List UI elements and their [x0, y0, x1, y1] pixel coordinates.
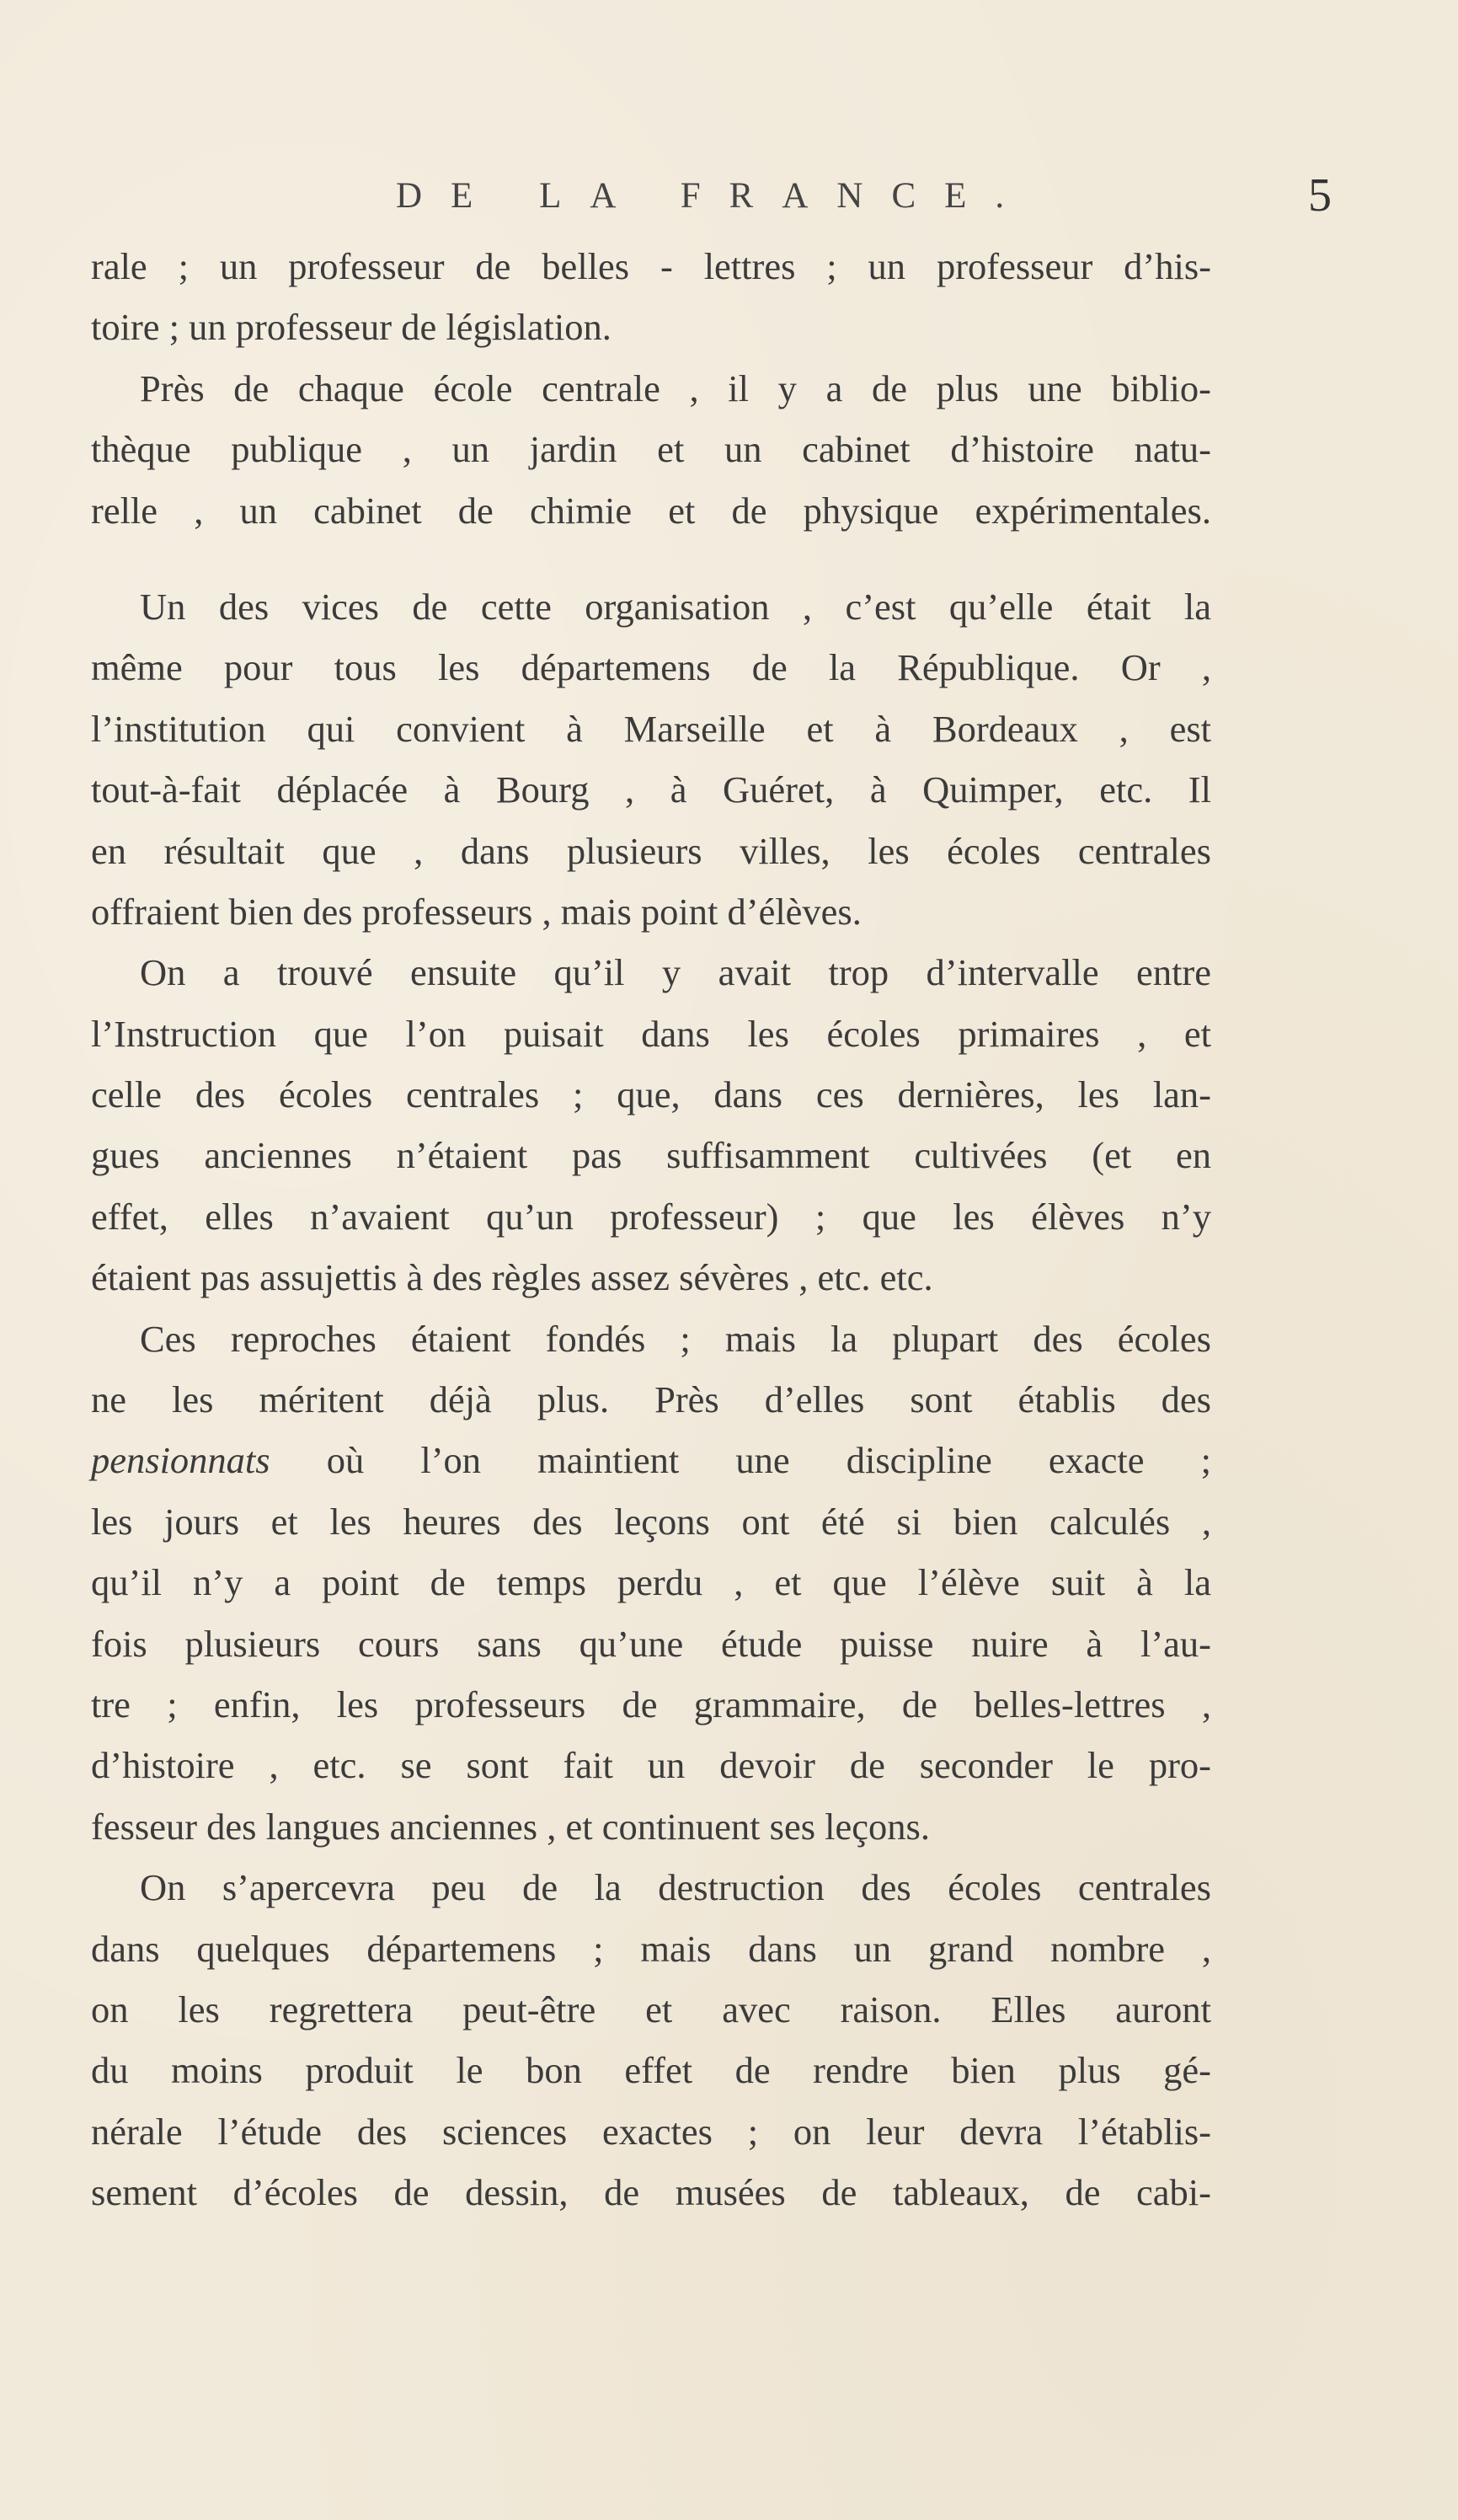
page-number: 5: [1308, 169, 1332, 222]
text-line: l’institution qui convient à Marseille et à Bordeaux , est: [91, 707, 1211, 750]
paragraph: [91, 358, 1211, 541]
body-text: [91, 236, 1211, 2223]
paragraph: [91, 576, 1211, 942]
text-line: nérale l’étude des sciences exactes ; on leur devra l’établis-: [91, 2110, 1211, 2153]
text-line: effet, elles n’avaient qu’un professeur) ; que les élèves n’y: [91, 1195, 1211, 1238]
text-after-italic: où l’on maintient une discipline exacte ;: [270, 1439, 1211, 1482]
page-header: [396, 169, 1332, 243]
text-line: du moins produit le bon effet de rendre bien plus gé-: [91, 2049, 1211, 2092]
text-line: fesseur des langues anciennes , et continuent ses leçons.: [91, 1805, 930, 1848]
text-line: Un des vices de cette organisation , c’est qu’elle était la: [140, 585, 1211, 628]
text-line-with-italic: [91, 1430, 1211, 1490]
text-line: on les regrettera peut-être et avec raison. Elles auront: [91, 1988, 1211, 2030]
text-line: Près de chaque école centrale , il y a de plus une biblio-: [140, 366, 1211, 409]
text-line: l’Instruction que l’on puisait dans les écoles primaires , et: [91, 1012, 1211, 1055]
text-line: relle , un cabinet de chimie et de physique expérimentales.: [91, 489, 1211, 532]
text-line: On a trouvé ensuite qu’il y avait trop d’intervalle entre: [140, 951, 1211, 994]
text-line: toire ; un professeur de législation.: [91, 306, 612, 349]
text-line: qu’il n’y a point de temps perdu , et que l’élève suit à la: [91, 1561, 1211, 1604]
paragraph-gap: [91, 541, 1211, 576]
text-line: dans quelques départemens ; mais dans un grand nombre ,: [91, 1927, 1211, 1970]
text-line: rale ; un professeur de belles - lettres ; un professeur d’his-: [91, 245, 1211, 287]
text-line: d’histoire , etc. se sont fait un devoir de seconder le pro-: [91, 1744, 1211, 1787]
text-line: en résultait que , dans plusieurs villes, les écoles centrales: [91, 829, 1211, 872]
paragraph: [91, 942, 1211, 1308]
text-line: étaient pas assujettis à des règles assez sévères , etc. etc.: [91, 1256, 933, 1299]
text-line: offraient bien des professeurs , mais point d’élèves.: [91, 890, 862, 933]
paragraph: [91, 1857, 1211, 2223]
paragraph: [91, 236, 1211, 358]
text-line: tre ; enfin, les professeurs de grammaire, de belles-lettres ,: [91, 1683, 1211, 1725]
italic-word: pensionnats: [91, 1439, 270, 1482]
paragraph: [91, 1308, 1211, 1858]
text-line: On s’apercevra peu de la destruction des écoles centrales: [140, 1866, 1211, 1909]
text-line: sement d’écoles de dessin, de musées de tableaux, de cabi-: [91, 2171, 1211, 2214]
text-line: tout-à-fait déplacée à Bourg , à Guéret, à Quimper, etc. Il: [91, 768, 1211, 811]
text-line: fois plusieurs cours sans qu’une étude puisse nuire à l’au-: [91, 1622, 1211, 1665]
text-line: les jours et les heures des leçons ont été si bien calculés ,: [91, 1500, 1211, 1543]
running-head: DE LA FRANCE.: [396, 176, 1033, 216]
text-line: Ces reproches étaient fondés ; mais la plupart des écoles: [140, 1317, 1211, 1360]
text-line: thèque publique , un jardin et un cabinet d’histoire natu-: [91, 428, 1211, 471]
text-line: ne les méritent déjà plus. Près d’elles sont établis des: [91, 1378, 1211, 1421]
text-line: même pour tous les départemens de la République. Or ,: [91, 646, 1211, 689]
text-line: celle des écoles centrales ; que, dans ces dernières, les lan-: [91, 1073, 1211, 1116]
text-line: gues anciennes n’étaient pas suffisamment cultivées (et en: [91, 1134, 1211, 1177]
